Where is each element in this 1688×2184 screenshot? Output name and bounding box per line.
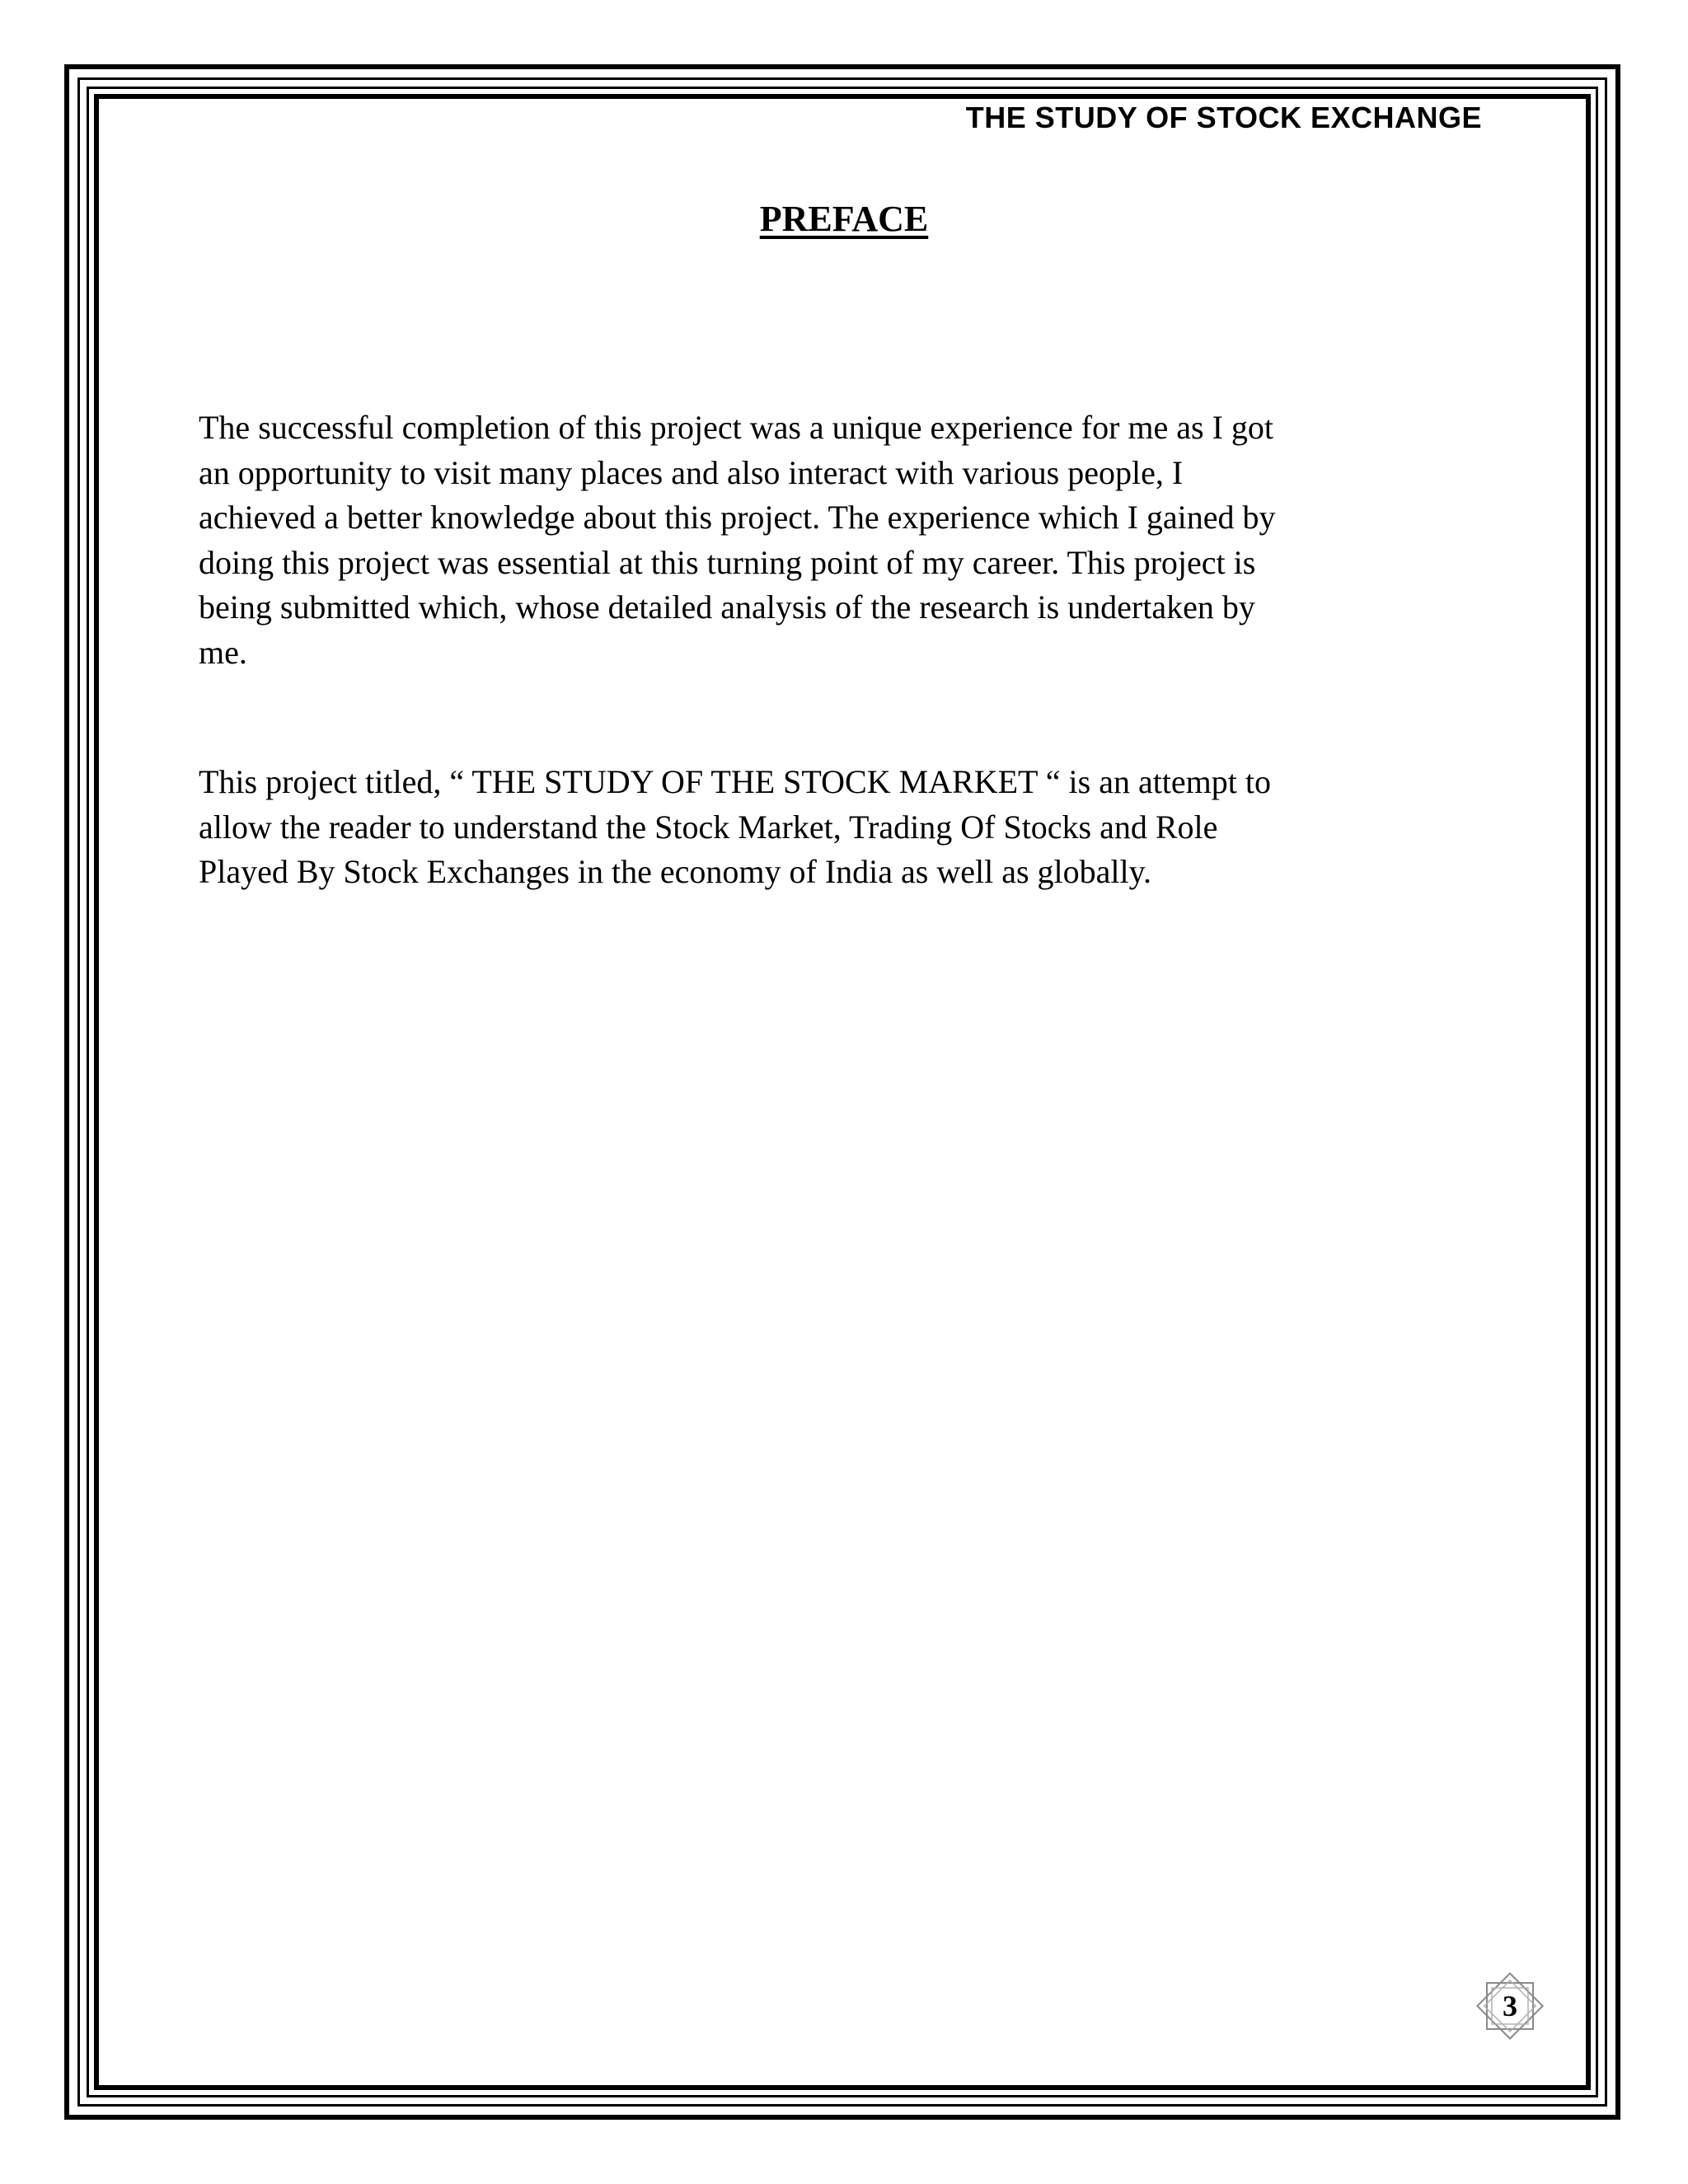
page-number-badge <box>1469 1965 1551 2047</box>
page-border-inner <box>94 94 1591 2090</box>
paragraph-line: doing this project was essential at this turning point of my career. This project is <box>199 543 1256 581</box>
paragraph-line: me. <box>199 633 247 671</box>
paragraph-line: an opportunity to visit many places and also interact with various people, I <box>199 453 1184 491</box>
section-title: PREFACE <box>759 199 929 239</box>
page-number: 3 <box>1503 1990 1517 2022</box>
paragraph-1 <box>199 405 1484 675</box>
paragraph-line: allow the reader to understand the Stock Market, Trading Of Stocks and Role <box>199 808 1218 846</box>
running-header: THE STUDY OF STOCK EXCHANGE <box>965 101 1482 134</box>
paragraph-line: The successful completion of this project was a unique experience for me as I got <box>199 409 1274 446</box>
paragraph-line: achieved a better knowledge about this project. The experience which I gained by <box>199 499 1276 536</box>
paragraph-line: This project titled, “ THE STUDY OF THE STOCK MARKET “ is an attempt to <box>199 763 1272 800</box>
paragraph-line: Played By Stock Exchanges in the economy of India as well as globally. <box>199 853 1152 890</box>
paragraph-2 <box>199 760 1484 895</box>
paragraph-line: being submitted which, whose detailed analysis of the research is undertaken by <box>199 588 1255 626</box>
